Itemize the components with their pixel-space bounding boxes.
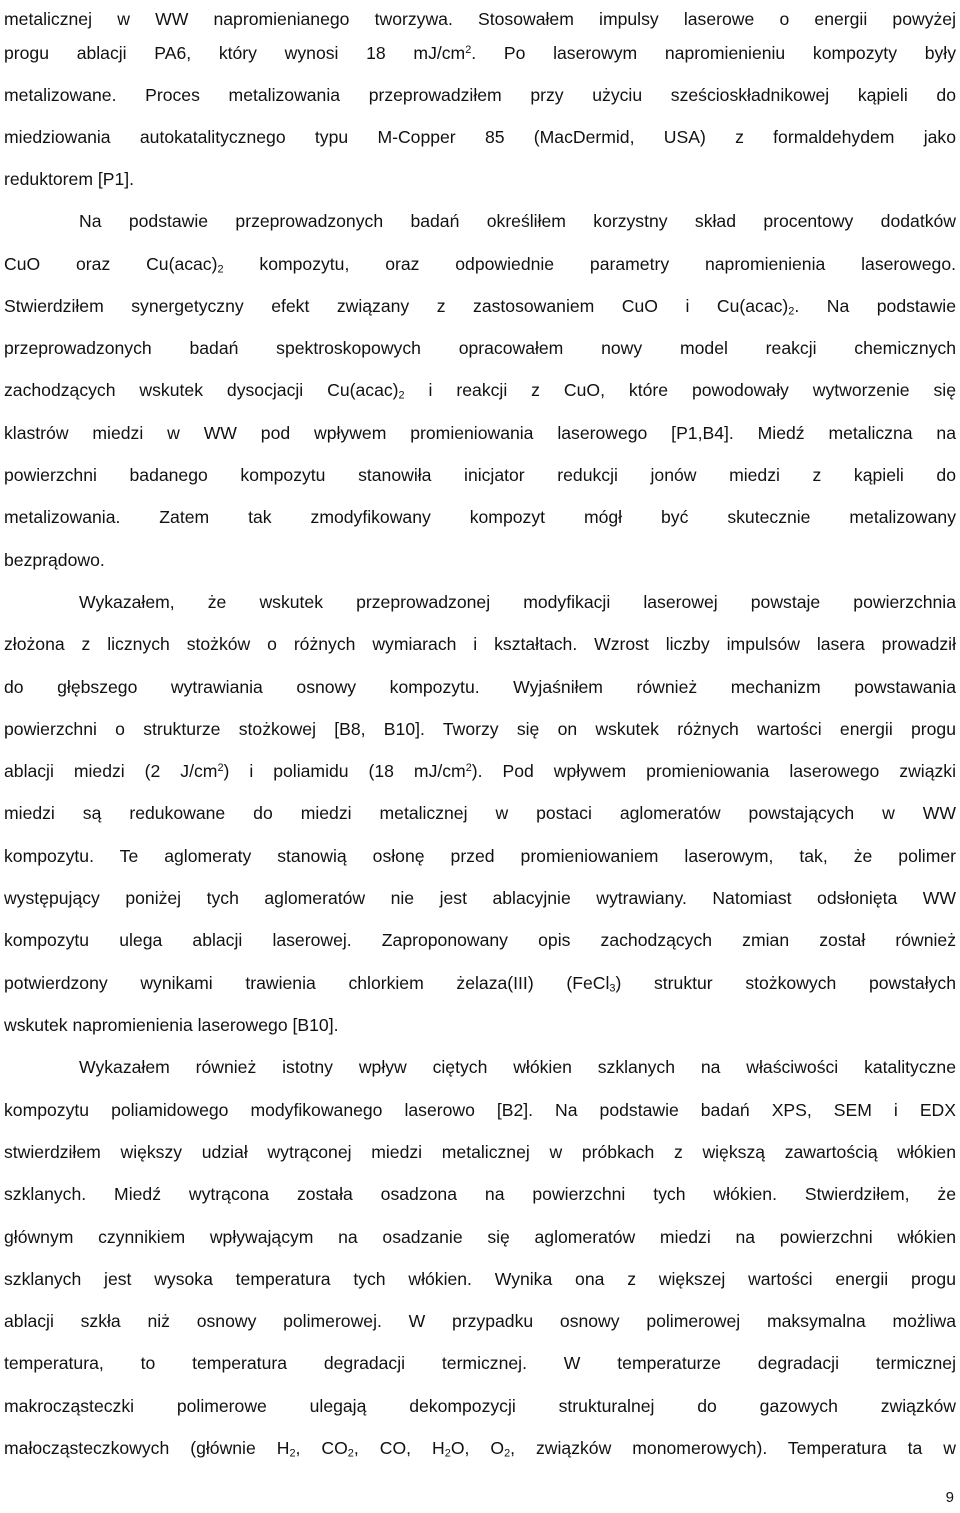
text-line: miedziowania autokatalitycznego typu M-Copper 85 (MacDermid, USA) z formaldehydem jako [4, 127, 956, 147]
text-line: makrocząsteczki polimerowe ulegają dekompozycji strukturalnej do gazowych związków [4, 1396, 956, 1416]
text-line: temperatura, to temperatura degradacji termicznej. W temperaturze degradacji termicznej [4, 1353, 956, 1373]
text-line: głównym czynnikiem wpływającym na osadzanie się aglomeratów miedzi na powierzchni włókien [4, 1227, 956, 1247]
paragraph-first-line: Wykazałem również istotny wpływ ciętych włókien szklanych na właściwości katalityczne [79, 1057, 956, 1077]
text-line: występujący poniżej tych aglomeratów nie jest ablacyjnie wytrawiany. Natomiast odsłonięta WW [4, 888, 956, 908]
text-line: bezprądowo. [4, 550, 105, 570]
text-line: potwierdzony wynikami trawienia chlorkiem żelaza(III) (FeCl$_3$) struktur stożkowych powstałych [4, 973, 956, 995]
text-line: klastrów miedzi w WW pod wpływem promieniowania laserowego [P1,B4]. Miedź metaliczna na [4, 423, 956, 443]
text-line: powierzchni badanego kompozytu stanowiła inicjator redukcji jonów miedzi z kąpieli do [4, 465, 956, 485]
text-line: Stwierdziłem synergetyczny efekt związany z zastosowaniem CuO i $Cu(acac)_2$. Na podstawie [4, 296, 956, 318]
text-line: metalicznej w WW napromienianego tworzywa. Stosowałem impulsy laserowe o energii powyżej [4, 9, 956, 29]
text-line: ablacji szkła niż osnowy polimerowej. W przypadku osnowy polimerowej maksymalna możliwa [4, 1311, 956, 1331]
text-line: zachodzących wskutek dysocjacji $Cu(acac)_2$ i reakcji z CuO, które powodowały wytworzenie się [4, 380, 956, 402]
text-line: kompozytu. Te aglomeraty stanowią osłonę przed promieniowaniem laserowym, tak, że polimer [4, 846, 956, 866]
text-line: reduktorem [P1]. [4, 169, 135, 189]
text-line: do głębszego wytrawiania osnowy kompozytu. Wyjaśniłem również mechanizm powstawania [4, 677, 956, 697]
text-line: CuO oraz $Cu(acac)_2$ kompozytu, oraz odpowiednie parametry napromienienia laserowego. [4, 254, 956, 276]
text-line: małocząsteczkowych (głównie $H_2$, $CO_2$, CO, $H_2O$, $O_2$, związków monomerowych). Temperatura ta w [4, 1438, 956, 1460]
text-line: kompozytu poliamidowego modyfikowanego laserowo [B2]. Na podstawie badań XPS, SEM i EDX [4, 1100, 956, 1120]
text-line: kompozytu ulega ablacji laserowej. Zaproponowany opis zachodzących zmian został również [4, 930, 956, 950]
text-line: miedzi są redukowane do miedzi metalicznej w postaci aglomeratów powstających w WW [4, 803, 956, 823]
text-line: przeprowadzonych badań spektroskopowych opracowałem nowy model reakcji chemicznych [4, 338, 956, 358]
text-line: wskutek napromienienia laserowego [B10]. [4, 1015, 339, 1035]
text-line: stwierdziłem większy udział wytrąconej miedzi metalicznej w próbkach z większą zawartością włókien [4, 1142, 956, 1162]
text-line: złożona z licznych stożków o różnych wymiarach i kształtach. Wzrost liczby impulsów lasera prowadził [4, 634, 956, 654]
paragraph-first-line: Na podstawie przeprowadzonych badań określiłem korzystny skład procentowy dodatków [79, 211, 956, 231]
paragraph-first-line: Wykazałem, że wskutek przeprowadzonej modyfikacji laserowej powstaje powierzchnia [79, 592, 956, 612]
text-line: progu ablacji PA6, który wynosi 18 $mJ/cm^2$. Po laserowym napromienieniu kompozyty były [4, 43, 956, 63]
text-line: szklanych jest wysoka temperatura tych włókien. Wynika ona z większej wartości energii progu [4, 1269, 956, 1289]
text-line: metalizowane. Proces metalizowania przeprowadziłem przy użyciu sześcioskładnikowej kąpieli do [4, 85, 956, 105]
text-line: powierzchni o strukturze stożkowej [B8, B10]. Tworzy się on wskutek różnych wartości energii progu [4, 719, 956, 739]
text-line: szklanych. Miedź wytrącona została osadzona na powierzchni tych włókien. Stwierdziłem, że [4, 1184, 956, 1204]
text-line: ablacji miedzi (2 $J/cm^2$) i poliamidu (18 $mJ/cm^2$). Pod wpływem promieniowania laserowego związki [4, 761, 956, 781]
page-number: 9 [945, 1489, 954, 1506]
text-line: metalizowania. Zatem tak zmodyfikowany kompozyt mógł być skutecznie metalizowany [4, 507, 956, 527]
